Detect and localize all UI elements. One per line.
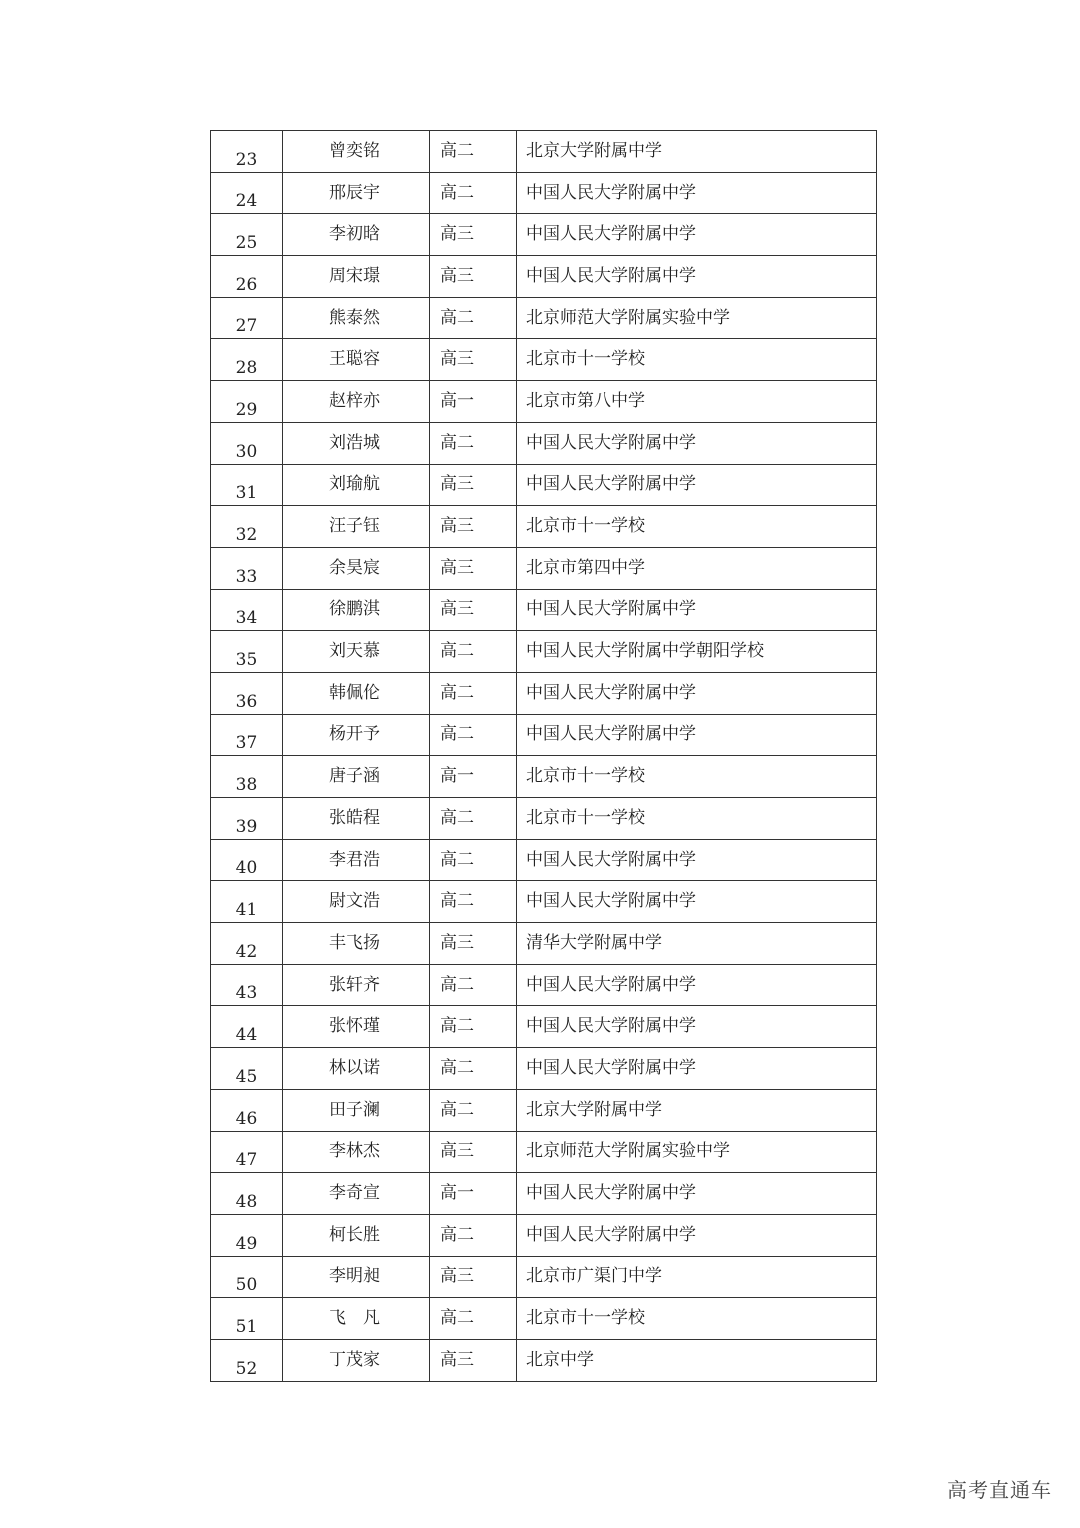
student-name: 李奇宣 xyxy=(283,1173,430,1215)
school-name: 中国人民大学附属中学 xyxy=(517,1048,877,1090)
grade-level: 高二 xyxy=(430,672,517,714)
row-number: 44 xyxy=(211,1006,283,1048)
student-name: 汪子钰 xyxy=(283,506,430,548)
school-name: 中国人民大学附属中学 xyxy=(517,1214,877,1256)
table-row xyxy=(211,381,877,423)
school-name: 北京市十一学校 xyxy=(517,756,877,798)
grade-level: 高二 xyxy=(430,631,517,673)
row-number: 28 xyxy=(211,339,283,381)
row-number: 46 xyxy=(211,1089,283,1131)
school-name: 中国人民大学附属中学 xyxy=(517,256,877,298)
student-name: 林以诺 xyxy=(283,1048,430,1090)
grade-level: 高二 xyxy=(430,881,517,923)
school-name: 北京市十一学校 xyxy=(517,339,877,381)
table-row xyxy=(211,714,877,756)
school-name: 中国人民大学附属中学 xyxy=(517,1173,877,1215)
school-name: 中国人民大学附属中学 xyxy=(517,422,877,464)
row-number: 35 xyxy=(211,631,283,673)
row-number: 42 xyxy=(211,923,283,965)
student-name: 周宋璟 xyxy=(283,256,430,298)
student-name: 丁茂家 xyxy=(283,1339,430,1381)
student-name: 刘浩城 xyxy=(283,422,430,464)
table-row xyxy=(211,1339,877,1381)
school-name: 中国人民大学附属中学 xyxy=(517,172,877,214)
student-name: 张怀瑾 xyxy=(283,1006,430,1048)
school-name: 北京市十一学校 xyxy=(517,798,877,840)
grade-level: 高三 xyxy=(430,464,517,506)
school-name: 中国人民大学附属中学 xyxy=(517,672,877,714)
student-name: 李初晗 xyxy=(283,214,430,256)
row-number: 41 xyxy=(211,881,283,923)
student-name: 刘瑜航 xyxy=(283,464,430,506)
school-name: 中国人民大学附属中学 xyxy=(517,1006,877,1048)
table-row xyxy=(211,964,877,1006)
student-name: 余昊宸 xyxy=(283,547,430,589)
school-name: 中国人民大学附属中学 xyxy=(517,714,877,756)
row-number: 32 xyxy=(211,506,283,548)
grade-level: 高一 xyxy=(430,756,517,798)
table-row xyxy=(211,1131,877,1173)
student-name: 刘天慕 xyxy=(283,631,430,673)
student-name: 王聪容 xyxy=(283,339,430,381)
grade-level: 高三 xyxy=(430,214,517,256)
student-name: 杨开予 xyxy=(283,714,430,756)
school-name: 北京中学 xyxy=(517,1339,877,1381)
row-number: 50 xyxy=(211,1256,283,1298)
student-name: 李林杰 xyxy=(283,1131,430,1173)
table-row xyxy=(211,131,877,173)
school-name: 北京师范大学附属实验中学 xyxy=(517,1131,877,1173)
table-row xyxy=(211,506,877,548)
grade-level: 高三 xyxy=(430,256,517,298)
grade-level: 高三 xyxy=(430,1256,517,1298)
roster-table xyxy=(210,130,877,1382)
row-number: 33 xyxy=(211,547,283,589)
table-row xyxy=(211,1006,877,1048)
row-number: 36 xyxy=(211,672,283,714)
student-name: 李明昶 xyxy=(283,1256,430,1298)
table-row xyxy=(211,589,877,631)
table-row xyxy=(211,1089,877,1131)
table-row xyxy=(211,297,877,339)
grade-level: 高二 xyxy=(430,131,517,173)
row-number: 52 xyxy=(211,1339,283,1381)
school-name: 清华大学附属中学 xyxy=(517,923,877,965)
table-row xyxy=(211,923,877,965)
row-number: 51 xyxy=(211,1298,283,1340)
school-name: 中国人民大学附属中学 xyxy=(517,964,877,1006)
row-number: 49 xyxy=(211,1214,283,1256)
grade-level: 高二 xyxy=(430,297,517,339)
row-number: 24 xyxy=(211,172,283,214)
row-number: 37 xyxy=(211,714,283,756)
school-name: 北京市十一学校 xyxy=(517,1298,877,1340)
grade-level: 高二 xyxy=(430,1048,517,1090)
row-number: 26 xyxy=(211,256,283,298)
grade-level: 高三 xyxy=(430,589,517,631)
student-name: 李君浩 xyxy=(283,839,430,881)
grade-level: 高二 xyxy=(430,798,517,840)
grade-level: 高二 xyxy=(430,1298,517,1340)
table-row xyxy=(211,756,877,798)
school-name: 中国人民大学附属中学朝阳学校 xyxy=(517,631,877,673)
table-row xyxy=(211,1256,877,1298)
table-row xyxy=(211,631,877,673)
school-name: 北京大学附属中学 xyxy=(517,131,877,173)
student-name: 邢辰宇 xyxy=(283,172,430,214)
row-number: 30 xyxy=(211,422,283,464)
grade-level: 高一 xyxy=(430,381,517,423)
student-name: 张皓程 xyxy=(283,798,430,840)
row-number: 34 xyxy=(211,589,283,631)
grade-level: 高三 xyxy=(430,923,517,965)
grade-level: 高二 xyxy=(430,964,517,1006)
student-name: 张轩齐 xyxy=(283,964,430,1006)
student-name: 柯长胜 xyxy=(283,1214,430,1256)
table-row xyxy=(211,464,877,506)
student-name: 丰飞扬 xyxy=(283,923,430,965)
school-name: 中国人民大学附属中学 xyxy=(517,881,877,923)
row-number: 25 xyxy=(211,214,283,256)
row-number: 29 xyxy=(211,381,283,423)
student-name: 赵梓亦 xyxy=(283,381,430,423)
grade-level: 高三 xyxy=(430,1131,517,1173)
row-number: 39 xyxy=(211,798,283,840)
student-name: 尉文浩 xyxy=(283,881,430,923)
grade-level: 高二 xyxy=(430,172,517,214)
table-row xyxy=(211,547,877,589)
school-name: 中国人民大学附属中学 xyxy=(517,464,877,506)
row-number: 38 xyxy=(211,756,283,798)
grade-level: 高三 xyxy=(430,339,517,381)
school-name: 北京市第八中学 xyxy=(517,381,877,423)
school-name: 北京市十一学校 xyxy=(517,506,877,548)
school-name: 北京师范大学附属实验中学 xyxy=(517,297,877,339)
grade-level: 高二 xyxy=(430,1006,517,1048)
school-name: 北京大学附属中学 xyxy=(517,1089,877,1131)
table-row xyxy=(211,214,877,256)
table-row xyxy=(211,1048,877,1090)
table-row xyxy=(211,1214,877,1256)
school-name: 中国人民大学附属中学 xyxy=(517,214,877,256)
school-name: 北京市第四中学 xyxy=(517,547,877,589)
row-number: 31 xyxy=(211,464,283,506)
student-name: 熊泰然 xyxy=(283,297,430,339)
grade-level: 高一 xyxy=(430,1173,517,1215)
table-row xyxy=(211,1173,877,1215)
row-number: 23 xyxy=(211,131,283,173)
student-name: 韩佩伦 xyxy=(283,672,430,714)
watermark: 高考直通车 xyxy=(947,1478,1052,1502)
row-number: 40 xyxy=(211,839,283,881)
grade-level: 高三 xyxy=(430,1339,517,1381)
table-row xyxy=(211,172,877,214)
table-row xyxy=(211,339,877,381)
grade-level: 高二 xyxy=(430,422,517,464)
table-row xyxy=(211,422,877,464)
row-number: 43 xyxy=(211,964,283,1006)
table-row xyxy=(211,1298,877,1340)
table-row xyxy=(211,839,877,881)
student-name: 曾奕铭 xyxy=(283,131,430,173)
table-row xyxy=(211,881,877,923)
student-name: 徐鹏淇 xyxy=(283,589,430,631)
grade-level: 高三 xyxy=(430,506,517,548)
grade-level: 高二 xyxy=(430,839,517,881)
roster-body xyxy=(211,131,877,1382)
student-name: 田子澜 xyxy=(283,1089,430,1131)
grade-level: 高二 xyxy=(430,1089,517,1131)
grade-level: 高二 xyxy=(430,714,517,756)
school-name: 中国人民大学附属中学 xyxy=(517,839,877,881)
school-name: 北京市广渠门中学 xyxy=(517,1256,877,1298)
table-row xyxy=(211,672,877,714)
grade-level: 高二 xyxy=(430,1214,517,1256)
table-row xyxy=(211,256,877,298)
table-row xyxy=(211,798,877,840)
row-number: 47 xyxy=(211,1131,283,1173)
grade-level: 高三 xyxy=(430,547,517,589)
student-name: 唐子涵 xyxy=(283,756,430,798)
row-number: 27 xyxy=(211,297,283,339)
student-name: 飞 凡 xyxy=(283,1298,430,1340)
row-number: 45 xyxy=(211,1048,283,1090)
school-name: 中国人民大学附属中学 xyxy=(517,589,877,631)
row-number: 48 xyxy=(211,1173,283,1215)
